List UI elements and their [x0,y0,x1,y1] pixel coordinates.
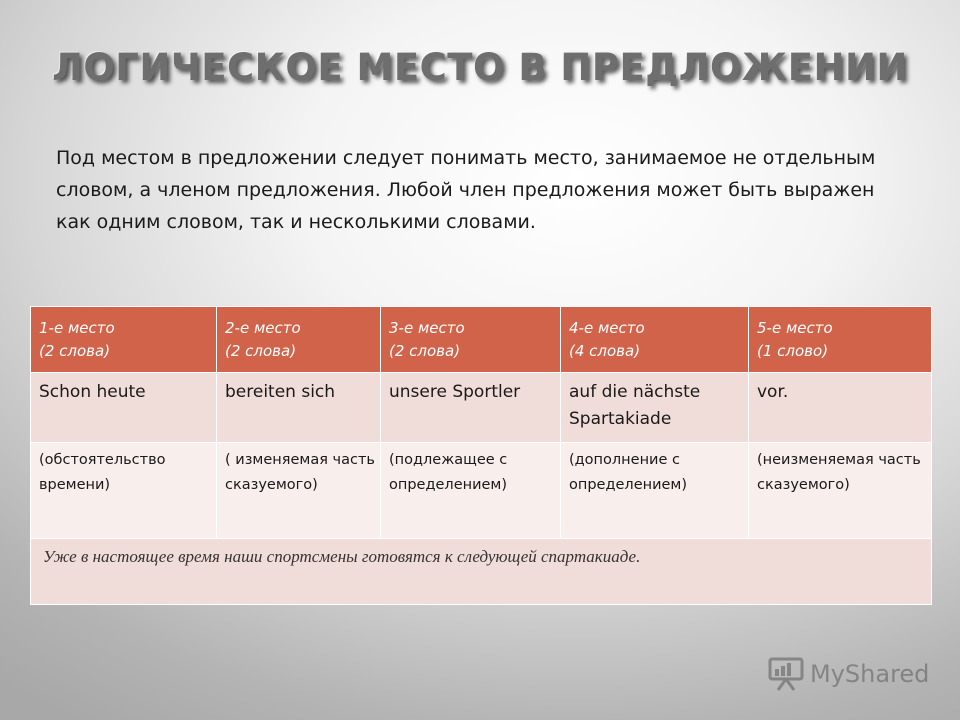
myshared-watermark [768,656,929,692]
sentence-roles-row [31,443,932,539]
word-cell: unsere Sportler [381,373,561,443]
watermark-text: MyShared [810,660,930,688]
sentence-places-table [30,306,932,605]
presentation-board-icon [768,657,804,691]
header-cell-5 [749,307,932,373]
word-cell: auf die nächste Spartakiade [561,373,749,443]
word-cell: Schon heute [31,373,217,443]
header-place: 5-е место [757,319,833,337]
slide-title: ЛОГИЧЕСКОЕ МЕСТО В ПРЕДЛОЖЕНИИ [52,46,908,89]
header-place: 3-е место [389,319,465,337]
header-row [31,307,932,373]
translation-row [31,539,932,605]
role-cell: (дополнение с определением) [561,443,749,539]
role-cell: (обстоятельство времени) [31,443,217,539]
header-cell-4 [561,307,749,373]
role-cell: ( изменяемая часть сказуемого) [217,443,381,539]
header-word-count: (4 слова) [569,342,641,360]
header-cell-2 [217,307,381,373]
translation-cell: Уже в настоящее время наши спортсмены готовятся к следующей спартакиаде. [31,539,932,605]
german-words-row [31,373,932,443]
header-word-count: (2 слова) [225,342,297,360]
header-place: 4-е место [569,319,645,337]
header-word-count: (1 слово) [757,342,829,360]
header-word-count: (2 слова) [389,342,461,360]
role-cell: (подлежащее с определением) [381,443,561,539]
header-cell-1 [31,307,217,373]
header-word-count: (2 слова) [39,342,111,360]
word-cell: vor. [749,373,932,443]
role-cell: (неизменяемая часть сказуемого) [749,443,932,539]
word-cell: bereiten sich [217,373,381,443]
header-cell-3 [381,307,561,373]
intro-paragraph: Под местом в предложении следует понимать место, занимаемое не отдельным словом, а членом предложения. Любой член предложения может быть выражен как одним словом, так и несколькими словами. [56,147,876,233]
header-place: 1-е место [39,319,115,337]
header-place: 2-е место [225,319,301,337]
